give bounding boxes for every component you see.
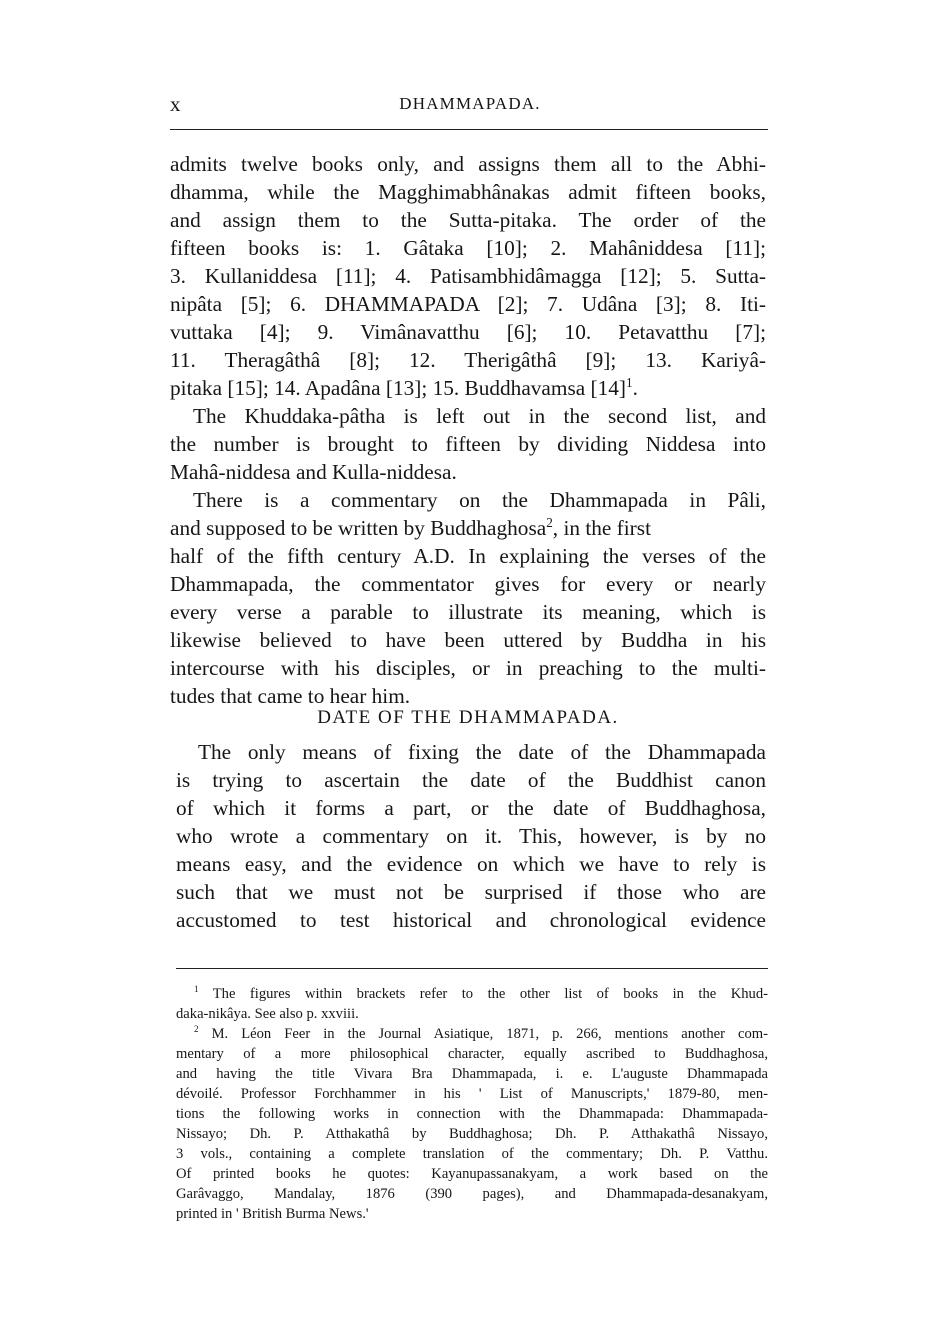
text-line: admits twelve books only, and assigns them all to the Abhi- bbox=[170, 152, 766, 176]
text-line: and assign them to the Sutta-pitaka. The order of the bbox=[170, 208, 766, 232]
text-line: The only means of fixing the date of the Dhammapada bbox=[198, 740, 766, 764]
text-span: M. Léon Feer in the Journal Asiatique, 1871, p. 266, mentions another com- bbox=[211, 1026, 769, 1042]
text-line: tudes that came to hear him. bbox=[170, 684, 411, 708]
text-line: intercourse with his disciples, or in preaching to the multi- bbox=[170, 656, 766, 680]
footnote-line: 3 vols., containing a complete translation of the commentary; Dh. P. Vatthu. bbox=[176, 1146, 768, 1162]
page-number: x bbox=[170, 92, 181, 116]
text-line: the number is brought to fifteen by dividing Niddesa into bbox=[170, 432, 766, 456]
footnote-line: daka-nikâya. See also p. xxviii. bbox=[176, 1006, 359, 1022]
section-heading: DATE OF THE DHAMMAPADA. bbox=[317, 707, 619, 728]
running-title: DHAMMAPADA. bbox=[399, 94, 541, 113]
footnote-line: Garâvaggo, Mandalay, 1876 (390 pages), and Dhammapada-desanakyam, bbox=[176, 1186, 768, 1202]
text-line: who wrote a commentary on it. This, however, is by no bbox=[176, 824, 766, 848]
text-line: of which it forms a part, or the date of Buddhaghosa, bbox=[176, 796, 766, 820]
text-span: and supposed to be written by Buddhaghosa bbox=[170, 516, 547, 540]
text-line: such that we must not be surprised if those who are bbox=[176, 880, 766, 904]
footnote-rule bbox=[176, 968, 768, 969]
footnote-line: Of printed books he quotes: Kayanupassanakyam, a work based on the bbox=[176, 1166, 768, 1182]
text-line: The Khuddaka-pâtha is left out in the second list, and bbox=[193, 404, 766, 428]
text-line: accustomed to test historical and chronological evidence bbox=[176, 908, 766, 932]
text-line: fifteen books is: 1. Gâtaka [10]; 2. Mahâniddesa [11]; bbox=[170, 236, 766, 260]
footnote-ref: 1 bbox=[626, 374, 633, 390]
text-line: nipâta [5]; 6. DHAMMAPADA [2]; 7. Udâna [3]; 8. Iti- bbox=[170, 292, 766, 316]
text-line bbox=[170, 514, 766, 542]
footnote-line: and having the title Vivara Bra Dhammapada, i. e. L'auguste Dhammapada bbox=[176, 1066, 768, 1082]
text-line: is trying to ascertain the date of the Buddhist canon bbox=[176, 768, 766, 792]
footnote-line: tions the following works in connection with the Dhammapada: Dhammapada- bbox=[176, 1106, 768, 1122]
text-span: The figures within brackets refer to the other list of books in the Khud- bbox=[212, 986, 768, 1002]
text-span: , in the first bbox=[552, 516, 651, 540]
footnote-marker: 1 bbox=[194, 984, 199, 995]
text-line: means easy, and the evidence on which we have to rely is bbox=[176, 852, 766, 876]
text-line: pitaka [15]; 14. Apadâna [13]; 15. Buddhavamsa $[14]^1$. bbox=[170, 374, 638, 400]
text-line: every verse a parable to illustrate its meaning, which is bbox=[170, 600, 766, 624]
text-line: 11. Theragâthâ [8]; 12. Therigâthâ [9]; 13. Kariyâ- bbox=[170, 348, 766, 372]
footnote-line: dévoilé. Professor Forchhammer in his ' List of Manuscripts,' 1879-80, men- bbox=[176, 1086, 768, 1102]
text-line: vuttaka [4]; 9. Vimânavatthu [6]; 10. Petavatthu [7]; bbox=[170, 320, 766, 344]
text-line: Mahâ-niddesa and Kulla-niddesa. bbox=[170, 460, 457, 484]
page-header bbox=[170, 92, 770, 122]
footnote-ref: 2 bbox=[546, 514, 553, 530]
text-line: likewise believed to have been uttered by Buddha in his bbox=[170, 628, 766, 652]
footnote-line: Nissayo; Dh. P. Atthakathâ by Buddhaghosa; Dh. P. Atthakathâ Nissayo, bbox=[176, 1126, 768, 1142]
text-line: half of the fifth century A.D. In explaining the verses of the bbox=[170, 544, 766, 568]
footnote-line: printed in ' British Burma News.' bbox=[176, 1206, 369, 1222]
text-line: dhamma, while the Magghimabhânakas admit fifteen books, bbox=[170, 180, 766, 204]
text-line: Dhammapada, the commentator gives for every or nearly bbox=[170, 572, 766, 596]
text-line: 3. Kullaniddesa [11]; 4. Patisambhidâmagga [12]; 5. Sutta- bbox=[170, 264, 766, 288]
footnote-line bbox=[194, 984, 768, 1004]
text-line: There is a commentary on the Dhammapada in Pâli, bbox=[193, 488, 766, 512]
footnote-line bbox=[194, 1024, 768, 1044]
text-span: pitaka [15]; 14. Apadâna [13]; 15. Buddhavamsa [14] bbox=[170, 376, 626, 400]
header-rule bbox=[170, 129, 768, 130]
footnote-marker: 2 bbox=[194, 1024, 199, 1035]
footnote-line: mentary of a more philosophical character, equally ascribed to Buddhaghosa, bbox=[176, 1046, 768, 1062]
